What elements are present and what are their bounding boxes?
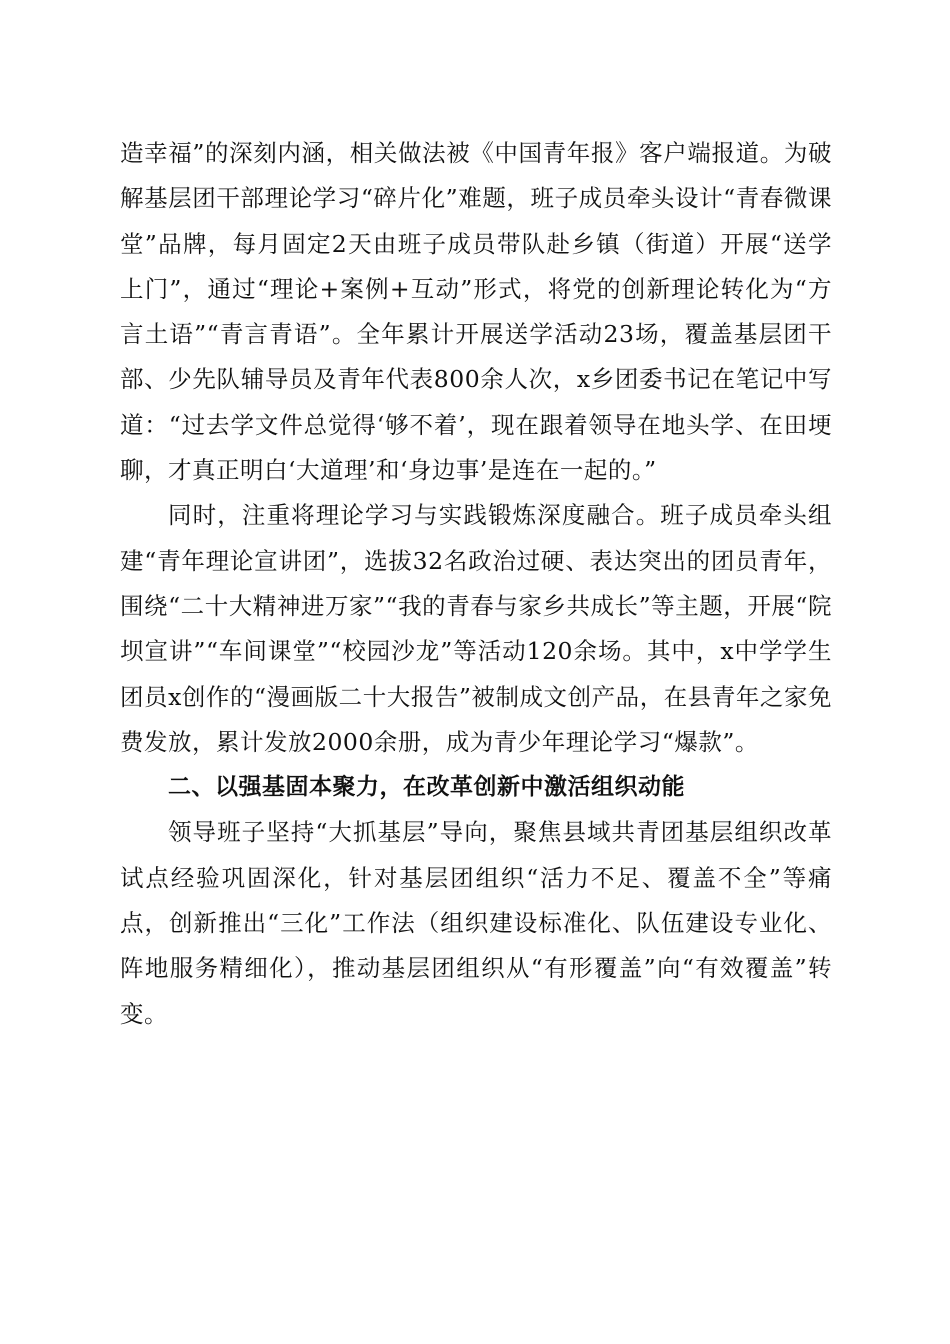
- paragraph-grassroots: 领导班子坚持“大抓基层”导向，聚焦县域共青团基层组织改革试点经验巩固深化，针对基层团组织“活力不足、覆盖不全”等痛点，创新推出“三化”工作法（组织建设标准化、队伍建设专业化、阵地服务精细化），推动基层团组织从“有形覆盖”向“有效覆盖”转变。: [120, 818, 832, 1028]
- paragraph-practice: 同时，注重将理论学习与实践锻炼深度融合。班子成员牵头组建“青年理论宣讲团”，选拔32名政治过硬、表达突出的团员青年，围绕“二十大精神进万家”“我的青春与家乡共成长”等主题，开展“院坝宣讲”“车间课堂”“校园沙龙”等活动120余场。其中，x中学学生团员x创作的“漫画版二十大报告”被制成文创产品，在县青年之家免费发放，累计发放2000余册，成为青少年理论学习“爆款”。: [120, 501, 832, 756]
- section-heading: 二、以强基固本聚力，在改革创新中激活组织动能: [168, 774, 685, 801]
- paragraph-continued: 造幸福”的深刻内涵，相关做法被《中国青年报》客户端报道。为破解基层团干部理论学习“碎片化”难题，班子成员牵头设计“青春微课堂”品牌，每月固定2天由班子成员带队赴乡镇（街道）开展“送学上门”，通过“理论+案例+互动”形式，将党的创新理论转化为“方言土语”“青言青语”。全年累计开展送学活动23场，覆盖基层团干部、少先队辅导员及青年代表800余人次，x乡团委书记在笔记中写道：“过去学文件总觉得‘够不着’，现在跟着领导在地头学、在田埂聊，才真正明白‘大道理’和‘身边事’是连在一起的。”: [120, 139, 832, 485]
- document-body: [120, 131, 832, 1037]
